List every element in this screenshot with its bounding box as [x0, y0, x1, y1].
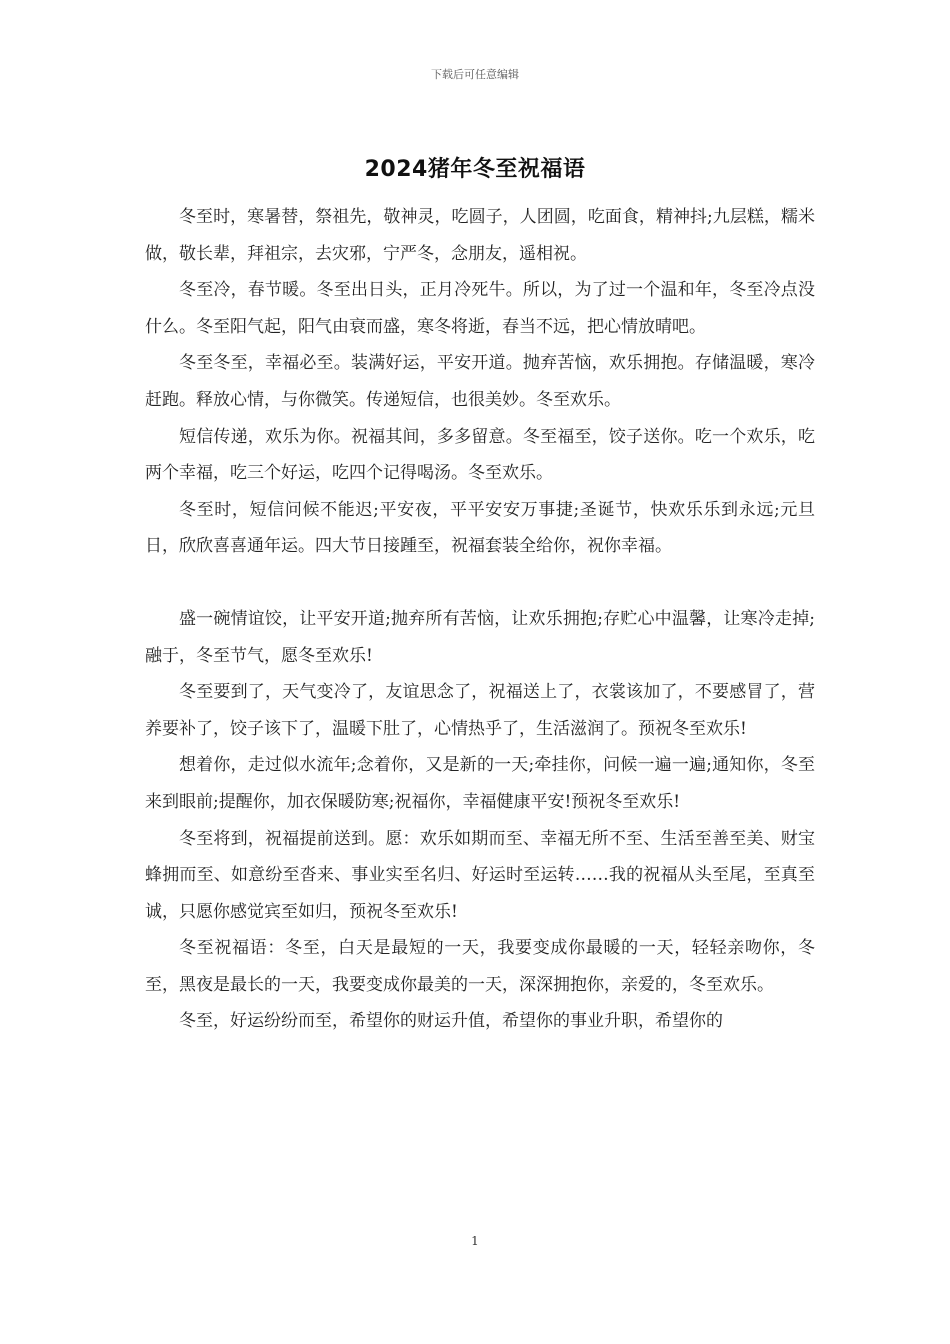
header-note: 下载后可任意编辑	[431, 68, 519, 81]
paragraph-11: 冬至，好运纷纷而至，希望你的财运升值，希望你的事业升职，希望你的	[179, 1011, 723, 1032]
paragraph-7: 冬至要到了，天气变冷了，友谊思念了，祝福送上了，衣裳该加了，不要感冒了，营养要补了，饺子该下了，温暖下肚了，心情热乎了，生活滋润了。预祝冬至欢乐!	[145, 682, 815, 739]
paragraph-9: 冬至将到，祝福提前送到。愿：欢乐如期而至、幸福无所不至、生活至善至美、财宝蜂拥而至、如意纷至沓来、事业实至名归、好运时至运转……我的祝福从头至尾，至真至诚，只愿你感觉宾至如归，预祝冬至欢乐!	[145, 828, 815, 922]
paragraph-2: 冬至冷，春节暖。冬至出日头，正月冷死牛。所以，为了过一个温和年，冬至冷点没什么。冬至阳气起，阳气由衰而盛，寒冬将逝，春当不远，把心情放晴吧。	[145, 280, 815, 337]
page-number: 1	[471, 1234, 479, 1248]
paragraph-6: 盛一碗情谊饺，让平安开道;抛弃所有苦恼，让欢乐拥抱;存贮心中温馨，让寒冷走掉;融于，冬至节气，愿冬至欢乐!	[145, 608, 815, 666]
paragraph-5: 冬至时，短信问候不能迟;平安夜，平平安安万事捷;圣诞节，快欢乐乐到永远;元旦日，欣欣喜喜通年运。四大节日接踵至，祝福套装全给你，祝你幸福。	[145, 499, 815, 557]
document-body	[145, 199, 815, 1040]
paragraph-4: 短信传递，欢乐为你。祝福其间，多多留意。冬至福至，饺子送你。吃一个欢乐，吃两个幸福，吃三个好运，吃四个记得喝汤。冬至欢乐。	[145, 426, 815, 484]
page-title: 2024猪年冬至祝福语	[364, 157, 586, 182]
paragraph-1: 冬至时，寒暑替，祭祖先，敬神灵，吃圆子，人团圆，吃面食，精神抖;九层糕，糯米做，敬长辈，拜祖宗，去灾邪，宁严冬，念朋友，遥相祝。	[145, 207, 815, 264]
paragraph-3: 冬至冬至，幸福必至。装满好运，平安开道。抛弃苦恼，欢乐拥抱。存储温暖，寒冷赶跑。释放心情，与你微笑。传递短信，也很美妙。冬至欢乐。	[145, 353, 815, 410]
paragraph-8: 想着你，走过似水流年;念着你，又是新的一天;牵挂你，问候一遍一遍;通知你，冬至来到眼前;提醒你，加衣保暖防寒;祝福你，幸福健康平安!预祝冬至欢乐!	[145, 755, 815, 812]
paragraph-10: 冬至祝福语：冬至，白天是最短的一天，我要变成你最暖的一天，轻轻亲吻你，冬至，黑夜是最长的一天，我要变成你最美的一天，深深拥抱你，亲爱的，冬至欢乐。	[145, 938, 815, 995]
paragraph-gap	[145, 565, 815, 601]
